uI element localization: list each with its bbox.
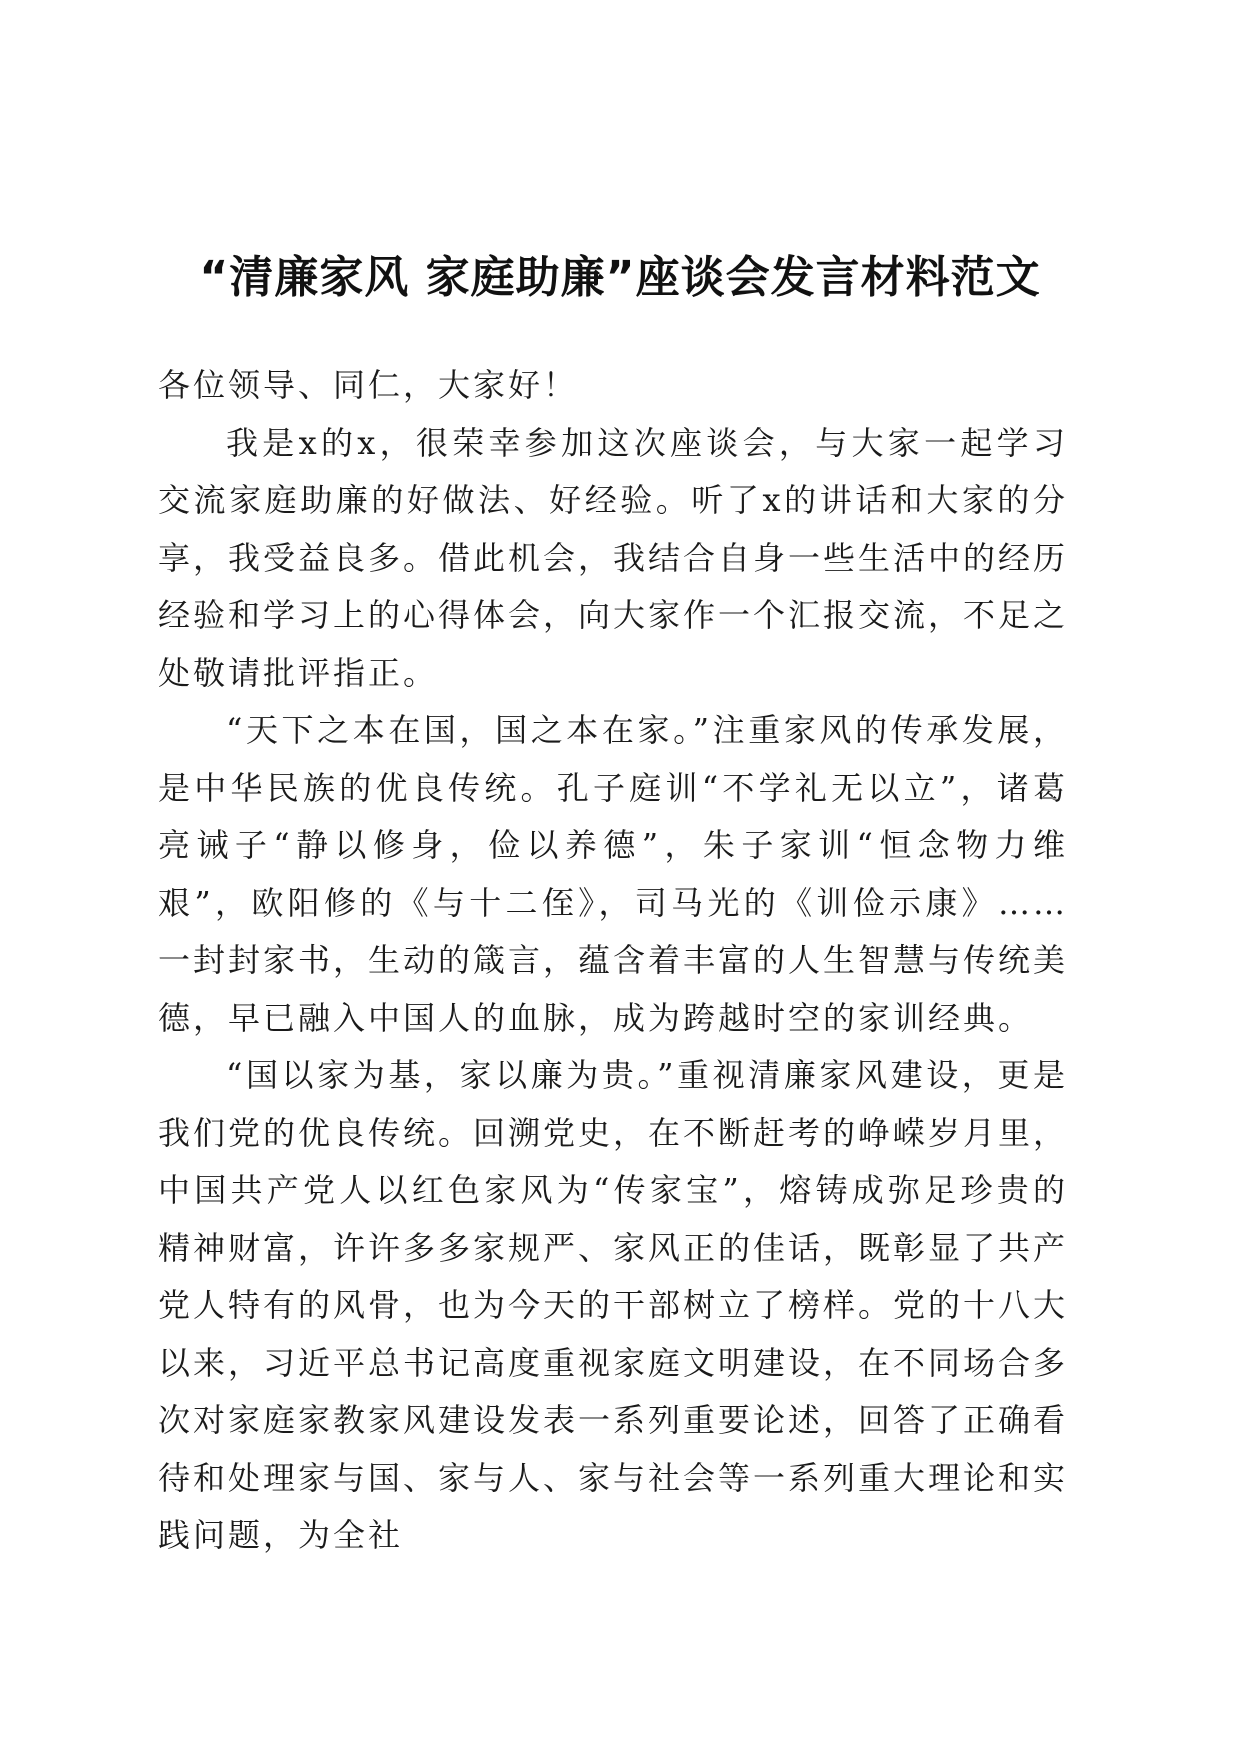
paragraph-1: 我是x的x，很荣幸参加这次座谈会，与大家一起学习交流家庭助廉的好做法、好经验。听了x的讲话和大家的分享，我受益良多。借此机会，我结合自身一些生活中的经历经验和学习上的心得体会，向大家作一个汇报交流，不足之处敬请批评指正。	[158, 423, 1069, 692]
paragraph-3: “国以家为基，家以廉为贵。”重视清廉家风建设，更是我们党的优良传统。回溯党史，在不断赶考的峥嵘岁月里，中国共产党人以红色家风为“传家宝”，熔铸成弥足珍贵的精神财富，许许多多家规严、家风正的佳话，既彰显了共产党人特有的风骨，也为今天的干部树立了榜样。党的十八大以来，习近平总书记高度重视家庭文明建设，在不同场合多次对家庭家教家风建设发表一系列重要论述，回答了正确看待和处理家与国、家与人、家与社会等一系列重大理论和实践问题，为全社	[158, 1056, 1069, 1554]
salutation: 各位领导、同仁，大家好！	[158, 366, 579, 404]
document-body	[158, 357, 1068, 1565]
paragraph-2: “天下之本在国，国之本在家。”注重家风的传承发展，是中华民族的优良传统。孔子庭训“不学礼无以立”，诸葛亮诫子“静以修身，俭以养德”，朱子家训“恒念物力维艰”，欧阳修的《与十二侄》，司马光的《训俭示康》……一封封家书，生动的箴言，蕴含着丰富的人生智慧与传统美德，早已融入中国人的血脉，成为跨越时空的家训经典。	[158, 711, 1069, 1037]
document-title: “清廉家风 家庭助廉”座谈会发言材料范文	[199, 252, 1041, 303]
